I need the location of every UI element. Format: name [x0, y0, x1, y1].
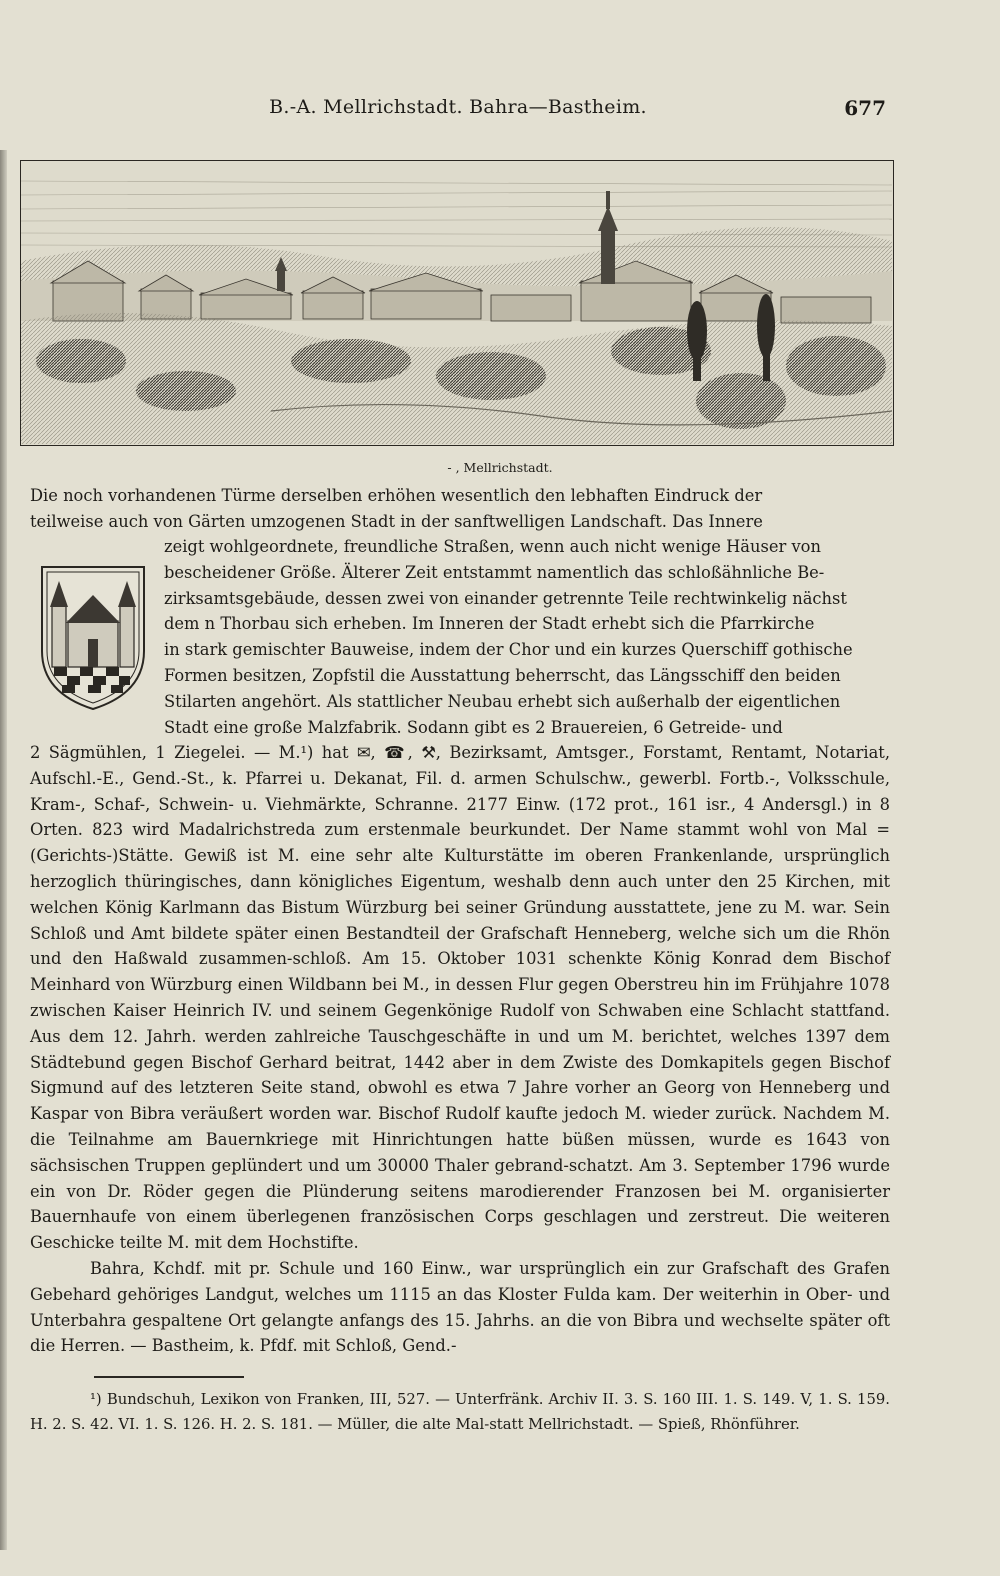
- footnote-separator: [94, 1376, 244, 1378]
- text-line: Die noch vorhandenen Türme derselben erhöhen wesentlich den lebhaften Eindruck der: [30, 486, 763, 505]
- book-spine-shadow: [0, 150, 7, 1550]
- illustration-caption: - , Mellrichstadt.: [447, 460, 553, 475]
- bahra-paragraph: Bahra, Kchdf. mit pr. Schule und 160 Einw., war ursprünglich ein zur Grafschaft des Grafen Gebehard gehöriges Landgut, welches um 1115 an das Kloster Fulda kam. Der weiterhin in Ober- und Unterbahra gespaltene Ort gelangte anfangs des 15. Jahrhs. an die von Bibra und wechselte später oft die Herren. — Bastheim, k. Pfdf. mit Schloß, Gend.-: [30, 1258, 890, 1356]
- footnotes: [30, 1388, 890, 1437]
- text-line: in stark gemischter Bauweise, indem der Chor und ein kurzes Querschiff gothische: [164, 640, 853, 660]
- text-line: Stadt eine große Malzfabrik. Sodann gibt es 2 Brauereien, 6 Getreide- und: [164, 717, 783, 737]
- text-line: bescheidener Größe. Älterer Zeit entstammt namentlich das schloßähnliche Be-: [164, 562, 825, 582]
- text-line: teilweise auch von Gärten umzogenen Stadt in der sanftwelligen Landschaft. Das Innere: [30, 511, 763, 531]
- page-header: [30, 96, 886, 124]
- text-line: zeigt wohlgeordnete, freundliche Straßen, wenn auch nicht wenige Häuser von: [164, 537, 821, 556]
- text-line: Formen besitzen, Zopfstil die Ausstattung beherrscht, das Längsschiff den beiden: [164, 665, 841, 685]
- running-title: B.-A. Mellrichstadt. Bahra—Bastheim.: [269, 96, 647, 118]
- engraving-drawing: [21, 161, 892, 444]
- text-beside-crest: [30, 534, 890, 740]
- footnote-1: ¹) Bundschuh, Lexikon von Franken, III, 527. — Unterfränk. Archiv II. 3. S. 160 III. 1. S. 149. V, 1. S. 159. H. 2. S. 42. VI. 1. S. 126. H. 2. S. 181. — Müller, die alte Mal-statt Mellrichstadt. — Spieß, Rhönführer.: [30, 1391, 890, 1433]
- page-number: 677: [844, 96, 886, 120]
- text-line: Stilarten angehört. Als stattlicher Neubau erhebt sich außerhalb der eigentlichen: [164, 691, 841, 711]
- history-text: [30, 740, 890, 1359]
- text-line: zirksamtsgebäude, dessen zwei von einander getrennte Teile rechtwinkelig nächst: [164, 588, 847, 608]
- town-engraving: [20, 160, 894, 446]
- intro-text: [30, 483, 890, 535]
- history-paragraph: 2 Sägmühlen, 1 Ziegelei. — M.¹) hat ✉, ☎, ⚒, Bezirksamt, Amtsger., Forstamt, Rentamt, Notariat, Aufschl.-E., Gend.-St., k. Pfarrei u. Dekanat, Fil. d. armen Schulschw., gewerbl. Fortb.-, Volksschule, Kram-, Schaf-, Schwein- u. Viehmärkte, Schranne. 2177 Einw. (172 prot., 161 isr., 4 Andersgl.) in 8 Orten. 823 wird Madalrichstreda zum erstenmale beurkundet. Der Name stammt wohl von Mal = (Gerichts-)Stätte. Gewiß ist M. eine sehr alte Kulturstätte im oberen Frankenlande, ursprünglich herzoglich thüringisches, dann königliches Eigentum, weshalb denn auch unter den 25 Kirchen, mit welchen König Karlmann das Bistum Würzburg bei seiner Gründung ausstattete, jene zu M. war. Sein Schloß und Amt bildete später einen Bestandteil der Grafschaft Henneberg, welche sich um die Rhön und den Haßwald zusammen-schloß. Am 15. Oktober 1031 schenkte König Konrad dem Bischof Meinhard von Würzburg einen Wildbann bei M., in dessen Flur gegen Oberstreu hin im Frühjahre 1078 zwischen Kaiser Heinrich IV. und seinem Gegenkönige Rudolf von Schwaben eine Schlacht stattfand. Aus dem 12. Jahrh. werden zahlreiche Tauschgeschäfte in und um M. berichtet, welches 1397 dem Städtebund gegen Bischof Gerhard beitrat, 1442 aber in dem Zwiste des Domkapitels gegen Bischof Sigmund auf des letzteren Seite stand, obwohl es etwa 7 Jahre vorher an Georg von Henneberg und Kaspar von Bibra veräußert worden war. Bischof Rudolf kaufte jedoch M. wieder zurück. Nachdem M. die Teilnahme am Bauernkriege mit Hinrichtungen hatte büßen müssen, wurde es 1643 von sächsischen Truppen geplündert und um 30000 Thaler gebrand-schatzt. Am 3. September 1796 wurde ein von Dr. Röder gegen die Plünderung seitens marodierender Franzosen bei M. organisierter Bauernhaufe von einem überlegenen französischen Corps geschlagen und zerstreut. Die weiteren Geschicke teilte M. mit dem Hochstifte.: [30, 743, 890, 1253]
- text-line: dem n Thorbau sich erheben. Im Inneren der Stadt erhebt sich die Pfarrkirche: [164, 614, 815, 634]
